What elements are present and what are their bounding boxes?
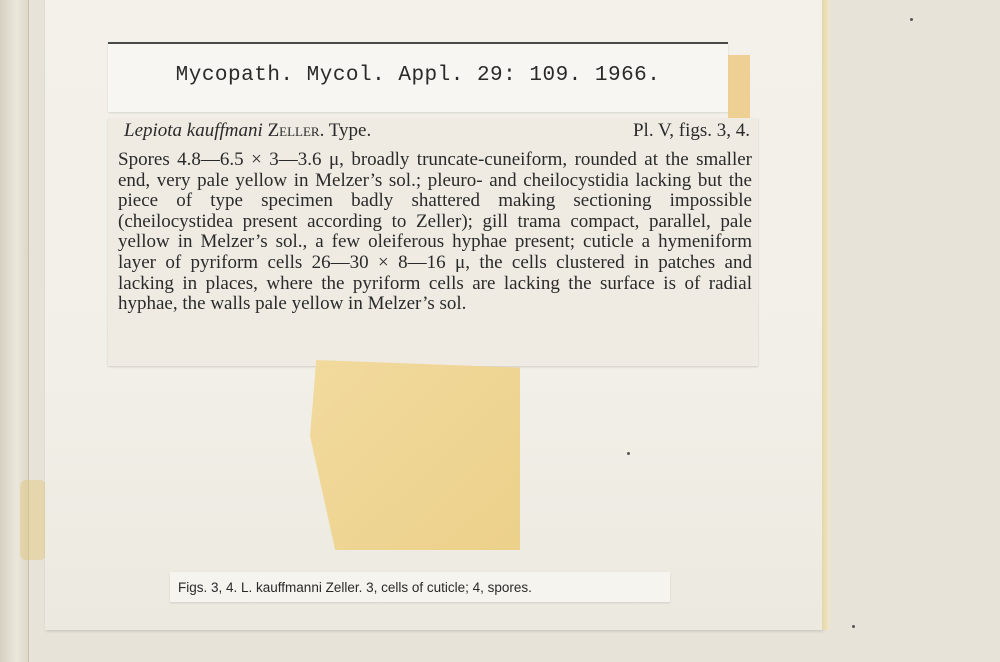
speck xyxy=(910,18,913,21)
adjacent-page-edge xyxy=(0,0,29,662)
clipping-header xyxy=(124,120,754,150)
figure-caption xyxy=(170,572,670,602)
speck xyxy=(852,625,855,628)
description-body: Spores 4.8—6.5 × 3—3.6 μ, broadly truncate-cuneiform, rounded at the smaller end, very pale yellow in Melzer’s sol.; pleuro- and cheilocystidia lacking but the piece of type specimen badly shattered making sectioning impossible (cheilocystidea present according to Zeller); gill trama compact, parallel, pale yellow in Melzer’s sol., a few oleiferous hyphae present; cuticle a hymeniform layer of pyriform cells 26—30 × 8—16 μ, the cells clustered in patches and lacking in places, where the pyriform cells are lacking the surface is of radial hyphae, the walls pale yellow in Melzer’s sol. xyxy=(118,149,752,315)
author-name: Zeller xyxy=(267,120,320,141)
citation-label xyxy=(108,42,728,112)
yellow-specimen-patch xyxy=(310,360,520,550)
species-heading xyxy=(124,120,371,142)
species-name: Lepiota kauffmani xyxy=(124,120,263,141)
sheet-right-edge xyxy=(822,0,830,630)
caption-text: Figs. 3, 4. L. kauffmanni Zeller. 3, cells of cuticle; 4, spores. xyxy=(178,580,532,595)
yellow-stain-left xyxy=(20,480,46,560)
speck xyxy=(627,452,630,455)
citation-text: Mycopath. Mycol. Appl. 29: 109. 1966. xyxy=(175,64,661,87)
description-clipping xyxy=(108,118,758,366)
type-label: . Type. xyxy=(319,120,372,141)
plate-reference: Pl. V, figs. 3, 4. xyxy=(632,120,750,141)
